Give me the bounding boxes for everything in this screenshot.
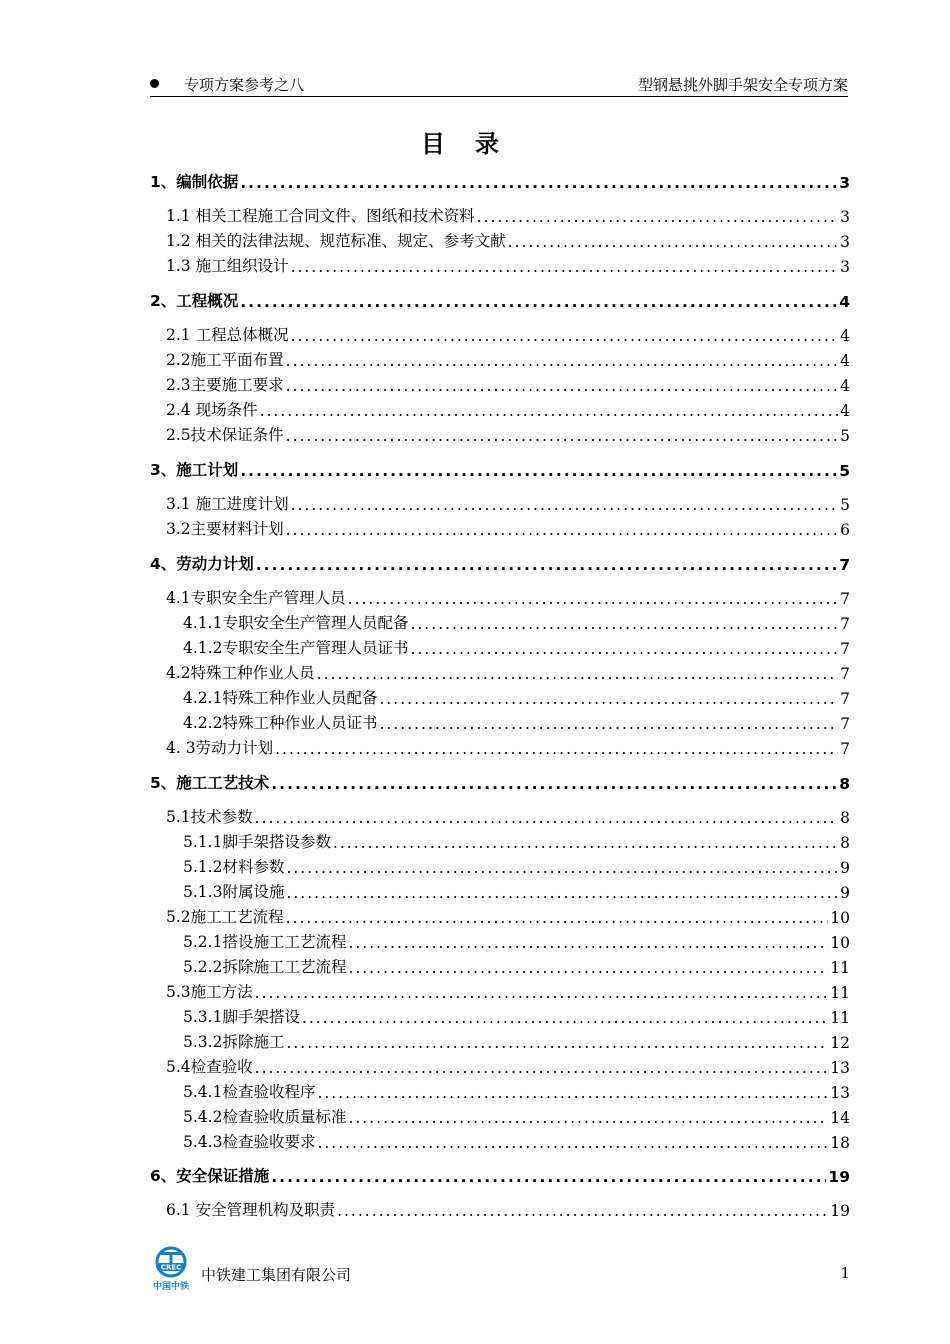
- toc-leader-dots: [410, 615, 838, 633]
- toc-leader-dots: [348, 1109, 828, 1127]
- toc-entry-page: 19: [828, 1168, 850, 1186]
- toc-entry[interactable]: [150, 905, 850, 927]
- toc-leader-dots: [240, 174, 837, 192]
- toc-entry-label: 1、编制依据: [150, 173, 239, 191]
- toc-entry[interactable]: [150, 458, 850, 480]
- toc-entry-label: 2.1 工程总体概况: [166, 326, 289, 344]
- toc-entry-page: 3: [840, 258, 850, 276]
- toc-leader-dots: [302, 1009, 828, 1027]
- toc-entry-page: 5: [840, 496, 850, 514]
- toc-entry[interactable]: [150, 254, 850, 276]
- toc-leader-dots: [240, 293, 837, 311]
- toc-entry-label: 5.3.1脚手架搭设: [183, 1008, 300, 1026]
- toc-entry-page: 4: [840, 352, 850, 370]
- toc-entry[interactable]: [150, 855, 850, 877]
- toc-leader-dots: [379, 690, 838, 708]
- toc-leader-dots: [255, 984, 829, 1002]
- toc-entry-page: 14: [830, 1109, 850, 1127]
- toc-entry[interactable]: [150, 736, 850, 758]
- toc-entry[interactable]: [150, 636, 850, 658]
- toc-entry-page: 3: [839, 174, 850, 192]
- toc-leader-dots: [271, 1168, 826, 1186]
- toc-entry[interactable]: [150, 1005, 850, 1027]
- toc-leader-dots: [286, 521, 838, 539]
- toc-entry[interactable]: [150, 517, 850, 539]
- toc-leader-dots: [317, 1084, 828, 1102]
- toc-entry[interactable]: [150, 1164, 850, 1186]
- toc-entry-page: 7: [839, 556, 850, 574]
- toc-entry-label: 2.5技术保证条件: [166, 426, 284, 444]
- toc-entry[interactable]: [150, 552, 850, 574]
- toc-entry-label: 5.1.1脚手架搭设参数: [183, 833, 331, 851]
- toc-entry-page: 4: [840, 377, 850, 395]
- toc-entry-page: 3: [840, 208, 850, 226]
- toc-leader-dots: [286, 1034, 828, 1052]
- toc-entry-page: 7: [840, 615, 850, 633]
- toc-entry[interactable]: [150, 1080, 850, 1102]
- toc-entry[interactable]: [150, 348, 850, 370]
- toc-entry-label: 5.4.3检查验收要求: [183, 1133, 316, 1151]
- toc-entry[interactable]: [150, 686, 850, 708]
- toc-entry[interactable]: [150, 980, 850, 1002]
- toc-leader-dots: [348, 934, 828, 952]
- toc-leader-dots: [286, 859, 838, 877]
- toc-entry[interactable]: [150, 1030, 850, 1052]
- toc-leader-dots: [286, 377, 838, 395]
- toc-entry-label: 5.1.3附属设施: [183, 883, 285, 901]
- toc-leader-dots: [286, 352, 838, 370]
- toc-entry-label: 5.3施工方法: [166, 983, 253, 1001]
- toc-entry-label: 2、工程概况: [150, 292, 239, 310]
- toc-entry-label: 2.2施工平面布置: [166, 351, 284, 369]
- toc-leader-dots: [291, 258, 839, 276]
- page-title: 目录: [421, 130, 529, 158]
- toc-entry-page: 10: [830, 934, 850, 952]
- toc-entry-label: 4、劳动力计划: [150, 555, 254, 573]
- toc-entry[interactable]: [150, 492, 850, 514]
- toc-leader-dots: [348, 590, 838, 608]
- toc-entry-label: 5.2.1搭设施工工艺流程: [183, 933, 347, 951]
- toc-entry[interactable]: [150, 586, 850, 608]
- toc-entry-page: 9: [840, 859, 850, 877]
- toc-entry-label: 5.2.2拆除施工工艺流程: [183, 958, 347, 976]
- toc-entry-page: 8: [840, 834, 850, 852]
- toc-leader-dots: [508, 233, 839, 251]
- toc-leader-dots: [317, 665, 838, 683]
- toc-entry-page: 11: [830, 984, 850, 1002]
- toc-entry-page: 11: [830, 959, 850, 977]
- toc-entry-page: 7: [840, 715, 850, 733]
- toc-entry-page: 4: [840, 327, 850, 345]
- toc-leader-dots: [260, 402, 839, 420]
- toc-entry-label: 4.1.2专职安全生产管理人员证书: [183, 639, 409, 657]
- toc-entry[interactable]: [150, 930, 850, 952]
- toc-entry-label: 5.4.1检查验收程序: [183, 1083, 316, 1101]
- toc-leader-dots: [275, 740, 838, 758]
- toc-leader-dots: [256, 556, 837, 574]
- toc-entry[interactable]: [150, 1198, 850, 1220]
- toc-entry-label: 4.1专职安全生产管理人员: [166, 589, 346, 607]
- toc-entry[interactable]: [150, 323, 850, 345]
- toc-entry-page: 12: [830, 1034, 850, 1052]
- toc-leader-dots: [317, 1134, 828, 1152]
- toc-entry-page: 4: [840, 402, 850, 420]
- toc-entry-page: 9: [840, 884, 850, 902]
- toc-entry-label: 3.2主要材料计划: [166, 520, 284, 538]
- toc-entry-page: 5: [839, 462, 850, 480]
- toc-entry-page: 7: [840, 590, 850, 608]
- toc-entry[interactable]: [150, 1105, 850, 1127]
- toc-entry[interactable]: [150, 229, 850, 251]
- svg-text:CREC: CREC: [160, 1263, 182, 1272]
- toc-entry-page: 10: [830, 909, 850, 927]
- toc-leader-dots: [271, 775, 837, 793]
- toc-entry[interactable]: [150, 805, 850, 827]
- toc-entry[interactable]: [150, 289, 850, 311]
- toc-entry-page: 4: [839, 293, 850, 311]
- toc-entry-page: 8: [840, 809, 850, 827]
- toc-entry-page: 3: [840, 233, 850, 251]
- toc-entry[interactable]: [150, 1055, 850, 1077]
- toc-leader-dots: [477, 208, 839, 226]
- toc-entry-page: 7: [840, 665, 850, 683]
- toc-entry-label: 5、施工工艺技术: [150, 774, 270, 792]
- toc-entry-page: 6: [840, 521, 850, 539]
- toc-leader-dots: [255, 1059, 829, 1077]
- toc-entry[interactable]: [150, 204, 850, 226]
- toc-entry-label: 5.4.2检查验收质量标准: [183, 1108, 347, 1126]
- toc-entry-page: 7: [840, 740, 850, 758]
- toc-leader-dots: [348, 959, 828, 977]
- toc-entry-label: 5.3.2拆除施工: [183, 1033, 285, 1051]
- toc-leader-dots: [291, 327, 839, 345]
- toc-leader-dots: [255, 809, 838, 827]
- toc-entry[interactable]: [150, 1130, 850, 1152]
- toc-entry-label: 4.2.2特殊工种作业人员证书: [183, 714, 378, 732]
- toc-entry[interactable]: [150, 830, 850, 852]
- toc-leader-dots: [291, 496, 839, 514]
- toc-entry-page: 13: [830, 1084, 850, 1102]
- toc-leader-dots: [286, 427, 838, 445]
- toc-leader-dots: [240, 462, 837, 480]
- header-left-text: 专项方案参考之八: [184, 76, 305, 94]
- toc-entry[interactable]: [150, 611, 850, 633]
- toc-entry-label: 5.1技术参数: [166, 808, 253, 826]
- toc-entry[interactable]: [150, 398, 850, 420]
- toc-entry[interactable]: [150, 661, 850, 683]
- toc-entry[interactable]: [150, 170, 850, 192]
- toc-entry-page: 7: [840, 640, 850, 658]
- toc-entry-label: 4.2特殊工种作业人员: [166, 664, 315, 682]
- toc-entry-page: 18: [830, 1134, 850, 1152]
- toc-entry-page: 11: [830, 1009, 850, 1027]
- toc-entry-label: 1.3 施工组织设计: [166, 257, 289, 275]
- toc-entry-label: 5.1.2材料参数: [183, 858, 285, 876]
- toc-leader-dots: [410, 640, 838, 658]
- toc-entry-label: 1.2 相关的法律法规、规范标准、规定、参考文献: [166, 232, 506, 250]
- company-logo: [150, 1246, 196, 1292]
- toc-entry[interactable]: [150, 423, 850, 445]
- toc-entry[interactable]: [150, 880, 850, 902]
- toc-entry-label: 3、施工计划: [150, 461, 239, 479]
- header-right-text: 型钢悬挑外脚手架安全专项方案: [637, 76, 848, 94]
- bullet-icon: [150, 79, 159, 88]
- toc-entry-label: 4.2.1特殊工种作业人员配备: [183, 689, 378, 707]
- footer-company-name: 中铁建工集团有限公司: [201, 1266, 352, 1284]
- toc-entry-page: 8: [839, 775, 850, 793]
- toc-leader-dots: [379, 715, 838, 733]
- toc-leader-dots: [286, 884, 838, 902]
- toc-entry-label: 2.4 现场条件: [166, 401, 258, 419]
- toc-entry-page: 19: [830, 1202, 850, 1220]
- page-header: [150, 70, 848, 97]
- toc-entry[interactable]: [150, 711, 850, 733]
- toc-entry-label: 1.1 相关工程施工合同文件、图纸和技术资料: [166, 207, 475, 225]
- toc-entry[interactable]: [150, 373, 850, 395]
- footer-page-number: 1: [840, 1264, 850, 1282]
- toc-leader-dots: [337, 1202, 828, 1220]
- crec-logo-icon: [150, 1246, 196, 1292]
- toc-entry[interactable]: [150, 771, 850, 793]
- toc-leader-dots: [333, 834, 838, 852]
- toc-entry-label: 5.4检查验收: [166, 1058, 253, 1076]
- toc-entry-page: 13: [830, 1059, 850, 1077]
- toc-entry-label: 6.1 安全管理机构及职责: [166, 1201, 336, 1219]
- toc-entry-label: 2.3主要施工要求: [166, 376, 284, 394]
- logo-text: 中国中铁: [152, 1282, 190, 1292]
- toc-entry-label: 4.1.1专职安全生产管理人员配备: [183, 614, 409, 632]
- toc-entry-label: 5.2施工工艺流程: [166, 908, 284, 926]
- toc-entry-page: 7: [840, 690, 850, 708]
- toc-leader-dots: [286, 909, 829, 927]
- toc-entry-label: 3.1 施工进度计划: [166, 495, 289, 513]
- toc-entry-label: 6、安全保证措施: [150, 1167, 270, 1185]
- toc-entry[interactable]: [150, 955, 850, 977]
- toc-entry-page: 5: [840, 427, 850, 445]
- toc-entry-label: 4. 3劳动力计划: [166, 739, 274, 757]
